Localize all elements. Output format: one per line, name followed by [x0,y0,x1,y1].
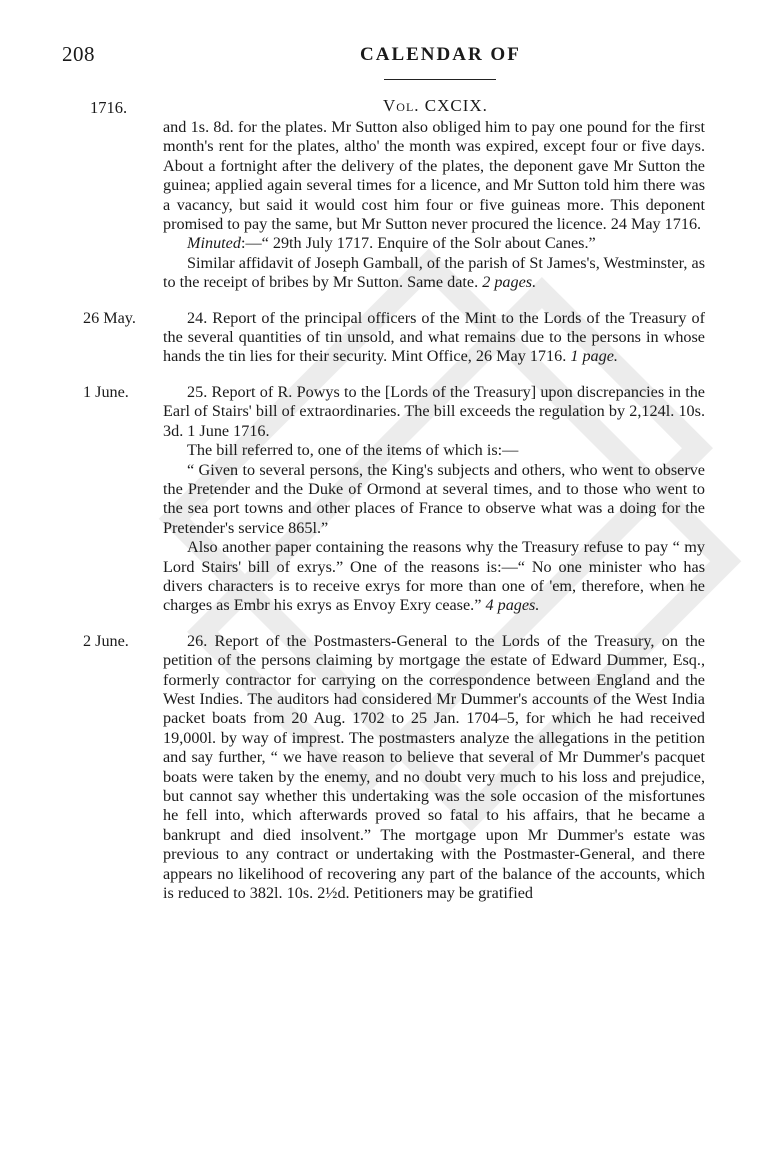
year-margin: 1716. [90,98,128,117]
minuted-text: :—“ 29th July 1717. Enquire of the Solr about Canes.” [240,234,596,253]
main-text [83,118,705,903]
paragraph-text: Also another paper containing the reasons why the Treasury refuse to pay “ my Lord Stairs' bill of exrys.” One of the reasons is:—“ No one minister who has divers characters is to receive exrys for more than one of 'em, therefore, when he charges as Embr his exrys as Envoy Exry cease.” [163,538,705,615]
paragraph: The bill referred to, one of the items of which is:— [187,441,519,460]
paragraph: 26. Report of the Postmasters-General to the Lords of the Treasury, on the petition of the persons claiming by mortgage the estate of Edward Dummer, Esq., formerly contractor for carrying on the correspondence between England and the West Indies. The auditors had considered Mr Dummer's accounts of the West India packet boats from 20 Aug. 1702 to 25 Jan. 1704–5, for which he had received 19,000l. by way of imprest. The postmasters analyze the allegations in the petition and say further, “ we have reason to believe that several of Mr Dummer's pacquet boats were taken by the enemy, and no doubt very much to his loss and prejudice, but cannot say whether this undertaking was the sole occasion of the misfortunes he fell into, which afterwards proved so fatal to his affairs, that he became a bankrupt and died insolvent.” The mortgage upon Mr Dummer's estate was previous to any contract or undertaking with the Postmaster-General, and there appears no likelihood of recovering any part of the balance of the accounts, which is reduced to 382l. 10s. 2½d. Petitioners may be gratified [163,631,705,903]
entry-25 [83,382,705,616]
entry-date: 2 June. [83,631,129,650]
paragraph [163,254,705,293]
paragraph-text: Similar affidavit of Joseph Gamball, of the parish of St James's, Westminster, as to the receipt of bribes by Mr Sutton. Same date. [163,253,705,292]
running-head: CALENDAR OF [360,44,521,65]
pages-count: 1 page. [570,347,618,366]
minuted-label: Minuted [187,234,241,253]
page-number: 208 [62,42,95,66]
paragraph [163,309,705,367]
pages-count: 4 pages. [485,596,540,615]
entry-26 [83,631,705,904]
quoted-item: “ Given to several persons, the King's subjects and others, who went to observe the Pretender and the Duke of Ormond at several times, and to those who went to the sea port towns and other places of France to observe what was a doing for the Pretender's service 865l.” [163,460,705,537]
entry-date: 1 June. [83,382,129,401]
minuted-note [163,234,705,253]
paragraph-text: 24. Report of the principal officers of the Mint to the Lords of the Treasury of the several quantities of tin unsold, and what remains due to the persons in whose hands the tin lies for their security. Mint Office, 26 May 1716. [163,308,705,366]
paragraph: and 1s. 8d. for the plates. Mr Sutton also obliged him to pay one pound for the first month's rent for the plates, altho' the month was expired, except four or five days. About a fortnight after the delivery of the plates, the deponent gave Mr Sutton the guinea; applied again several times for a licence, and Mr Sutton told him there was a vacancy, but said it would cost him four or five guineas more. This deponent promised to pay the same, but Mr Sutton never procured the licence. 24 May 1716. [163,118,705,234]
page-header [0,42,768,72]
entry-date: 26 May. [83,308,136,327]
paragraph [163,538,705,616]
entry-24 [83,308,705,367]
header-rule [384,79,496,80]
volume-heading: Vol. CXCIX. [383,96,488,115]
continued-entry [163,118,705,293]
paragraph: 25. Report of R. Powys to the [Lords of the Treasury] upon discrepancies in the Earl of Stairs' bill of extraordinaries. The bill exceeds the regulation by 2,124l. 10s. 3d. 1 June 1716. [163,382,705,440]
pages-count: 2 pages. [482,273,537,292]
